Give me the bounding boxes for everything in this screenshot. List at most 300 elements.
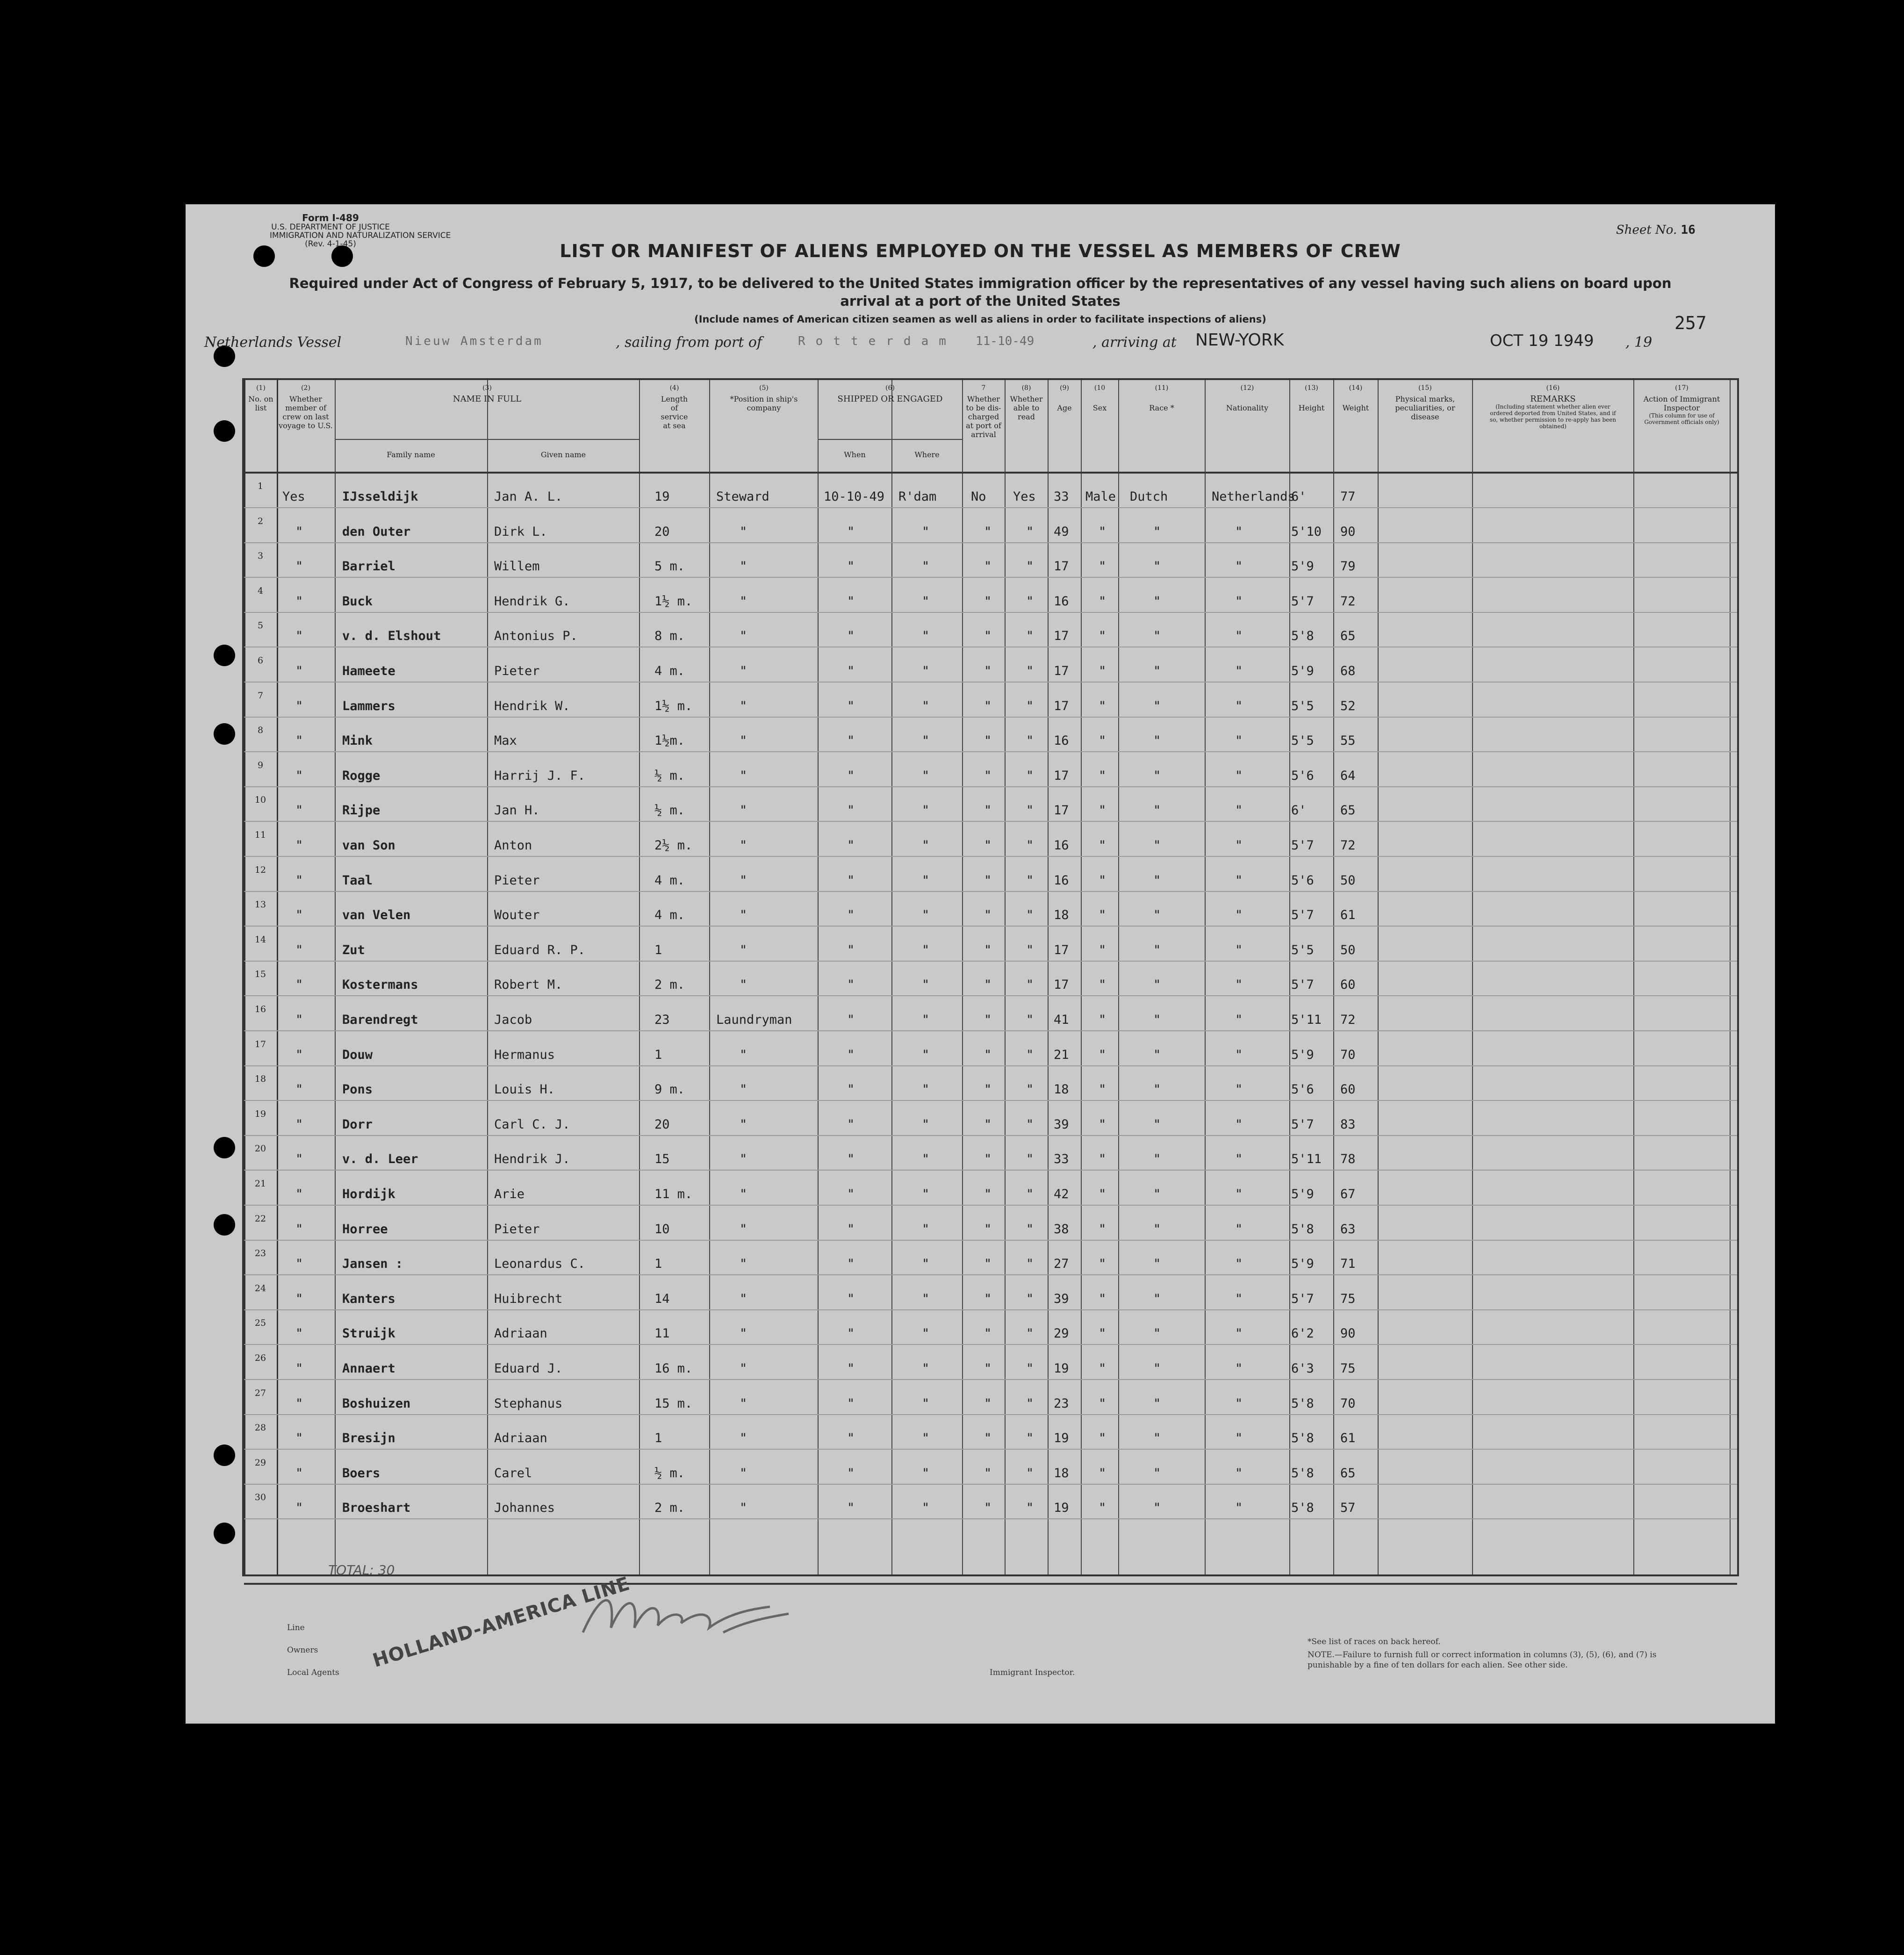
shipped-where-cell: " (922, 1047, 930, 1062)
age-cell: 49 (1054, 524, 1069, 539)
discharged-cell: " (984, 768, 992, 783)
height-cell: 5'11 (1291, 1013, 1322, 1027)
given-name-cell: Eduard J. (494, 1361, 563, 1376)
col-line (1633, 380, 1634, 1574)
vessel-label: Vessel (297, 334, 342, 351)
service-cell: 19 (654, 489, 670, 504)
race-cell: " (1153, 629, 1161, 644)
race-cell: " (1153, 1361, 1161, 1376)
col-line (818, 380, 819, 1574)
last-voyage-cell: " (295, 803, 303, 818)
race-cell: " (1153, 594, 1161, 609)
able-read-cell: " (1026, 1326, 1034, 1341)
given-name-cell: Willem (494, 559, 540, 574)
row-number: 2 (257, 516, 264, 526)
position-cell: " (740, 594, 747, 609)
footer-owners-label: Owners (287, 1646, 318, 1655)
age-cell: 42 (1054, 1187, 1069, 1201)
family-name-cell: Pons (342, 1082, 373, 1097)
row-number: 24 (254, 1283, 266, 1294)
col-line (891, 380, 892, 1574)
last-voyage-cell: " (295, 1257, 303, 1272)
row-rule (244, 507, 1737, 508)
discharged-cell: " (984, 978, 992, 992)
nationality-cell: " (1235, 1187, 1243, 1201)
shipped-when-cell: " (847, 873, 855, 888)
service-cell: 1½ m. (654, 594, 693, 609)
nationality-cell: " (1235, 733, 1243, 748)
header-given-name: Given name (540, 450, 586, 459)
age-cell: 23 (1054, 1396, 1069, 1411)
row-number: 10 (254, 795, 266, 805)
family-name-cell: Bresijn (342, 1431, 395, 1446)
shipped-when-cell: " (847, 1013, 855, 1027)
discharged-cell: " (984, 873, 992, 888)
shipped-where-cell: " (922, 1013, 930, 1027)
position-cell: " (740, 768, 747, 783)
height-cell: 5'11 (1291, 1152, 1322, 1167)
family-name-cell: Taal (342, 873, 373, 888)
shipped-where-cell: " (922, 1361, 930, 1376)
row-number: 17 (254, 1039, 266, 1049)
races-note: *See list of races on back hereof. (1308, 1637, 1441, 1646)
discharged-cell: " (984, 1466, 992, 1481)
position-cell: Steward (716, 489, 769, 504)
shipped-when-cell: " (847, 1431, 855, 1446)
height-cell: 5'6 (1291, 873, 1314, 888)
last-voyage-cell: Yes (282, 489, 305, 504)
shipped-where-cell: " (922, 768, 930, 783)
last-voyage-cell: " (295, 838, 303, 853)
row-number: 18 (254, 1074, 266, 1085)
race-cell: " (1153, 768, 1161, 783)
height-cell: 5'8 (1291, 1222, 1314, 1236)
age-cell: 17 (1054, 768, 1069, 783)
height-cell: 5'7 (1291, 838, 1314, 853)
race-cell: " (1153, 1431, 1161, 1446)
family-name-cell: Douw (342, 1047, 373, 1062)
row-rule (244, 612, 1737, 613)
able-read-cell: " (1026, 1187, 1034, 1201)
height-cell: 5'6 (1291, 768, 1314, 783)
weight-cell: 57 (1340, 1501, 1356, 1516)
weight-cell: 77 (1340, 489, 1356, 504)
family-name-cell: Broeshart (342, 1501, 411, 1516)
given-name-cell: Stephanus (494, 1396, 563, 1411)
age-cell: 38 (1054, 1222, 1069, 1236)
last-voyage-cell: " (295, 1431, 303, 1446)
weight-cell: 64 (1340, 768, 1356, 783)
shipped-where-cell: " (922, 664, 930, 678)
able-read-cell: " (1026, 1222, 1034, 1236)
service-cell: ½ m. (654, 1466, 685, 1481)
discharged-cell: " (984, 908, 992, 923)
row-rule (244, 1309, 1737, 1310)
manifest-sheet (186, 204, 1775, 1724)
row-number: 15 (254, 969, 266, 980)
row-number: 27 (254, 1387, 266, 1398)
row-number: 20 (254, 1143, 266, 1154)
sex-cell: " (1099, 629, 1106, 644)
height-cell: 6'2 (1291, 1326, 1314, 1341)
nationality-cell: " (1235, 1152, 1243, 1167)
family-name-cell: Kostermans (342, 978, 418, 992)
given-name-cell: Pieter (494, 1222, 540, 1236)
position-cell: " (740, 1257, 747, 1272)
last-voyage-cell: " (295, 942, 303, 957)
height-cell: 5'8 (1291, 1396, 1314, 1411)
shipped-when-cell: " (847, 978, 855, 992)
nationality-cell: " (1235, 838, 1243, 853)
service-cell: 4 m. (654, 908, 685, 923)
row-rule (244, 821, 1737, 822)
row-rule (244, 717, 1737, 718)
shipped-when-cell: " (847, 803, 855, 818)
weight-cell: 75 (1340, 1291, 1356, 1306)
able-read-cell: " (1026, 559, 1034, 574)
given-name-cell: Harrij J. F. (494, 768, 586, 783)
sex-cell: " (1099, 524, 1106, 539)
race-cell: " (1153, 978, 1161, 992)
race-cell: " (1153, 873, 1161, 888)
service-cell: 15 m. (654, 1396, 693, 1411)
age-cell: 16 (1054, 733, 1069, 748)
able-read-cell: " (1026, 1082, 1034, 1097)
nationality-cell: " (1235, 559, 1243, 574)
age-cell: 33 (1054, 489, 1069, 504)
shipped-when-cell: " (847, 768, 855, 783)
given-name-cell: Robert M. (494, 978, 563, 992)
sailing-label: , sailing from port of (616, 334, 762, 351)
inspector-label: Immigrant Inspector. (990, 1668, 1075, 1677)
service-cell: 23 (654, 1013, 670, 1027)
last-voyage-cell: " (295, 1361, 303, 1376)
nationality-cell: " (1235, 768, 1243, 783)
row-rule (244, 1100, 1737, 1101)
shipped-when-cell: " (847, 1152, 855, 1167)
nationality-cell: " (1235, 524, 1243, 539)
race-cell: " (1153, 1117, 1161, 1132)
able-read-cell: " (1026, 978, 1034, 992)
position-cell: Laundryman (716, 1013, 792, 1027)
height-cell: 6' (1291, 489, 1307, 504)
service-cell: 4 m. (654, 664, 685, 678)
page-title: LIST OR MANIFEST OF ALIENS EMPLOYED ON THE VESSEL AS MEMBERS OF CREW (560, 241, 1401, 261)
sex-cell: " (1099, 908, 1106, 923)
family-name-cell: IJsseldijk (342, 489, 418, 504)
last-voyage-cell: " (295, 1152, 303, 1167)
row-number: 21 (254, 1179, 266, 1189)
able-read-cell: " (1026, 803, 1034, 818)
header-shipped-where: Where (914, 450, 940, 459)
last-voyage-cell: " (295, 629, 303, 644)
position-cell: " (740, 1291, 747, 1306)
weight-cell: 78 (1340, 1152, 1356, 1167)
header-height: (13) Height (1298, 384, 1325, 412)
header-no: (1) No. on list (248, 384, 273, 412)
header-able-read: (8) Whether able to read (1010, 384, 1043, 421)
discharged-cell: " (984, 1117, 992, 1132)
binder-hole (214, 1137, 235, 1158)
shipped-where-cell: " (922, 733, 930, 748)
able-read-cell: " (1026, 664, 1034, 678)
shipped-when-cell: 10-10-49 (824, 489, 885, 504)
weight-cell: 72 (1340, 838, 1356, 853)
row-number: 7 (257, 690, 264, 701)
vessel-line (204, 334, 341, 351)
binder-hole (214, 723, 235, 745)
height-cell: 5'9 (1291, 664, 1314, 678)
nationality-cell: " (1235, 803, 1243, 818)
age-cell: 16 (1054, 873, 1069, 888)
able-read-cell: " (1026, 768, 1034, 783)
height-cell: 5'7 (1291, 594, 1314, 609)
height-cell: 5'5 (1291, 698, 1314, 713)
last-voyage-cell: " (295, 559, 303, 574)
row-rule (244, 1065, 1737, 1066)
header-action: (17) Action of Immigrant Inspector (This column for use of Government officials only) (1643, 384, 1720, 425)
last-voyage-cell: " (295, 768, 303, 783)
col-line (1005, 380, 1006, 1574)
row-number: 29 (254, 1457, 266, 1468)
discharged-cell: " (984, 664, 992, 678)
nationality-cell: " (1235, 629, 1243, 644)
family-name-cell: Zut (342, 942, 365, 957)
row-rule (244, 1205, 1737, 1206)
row-rule (244, 891, 1737, 892)
discharged-cell: No (971, 489, 986, 504)
sheet-value: 16 (1681, 223, 1696, 237)
nationality-cell: " (1235, 1291, 1243, 1306)
row-rule (244, 682, 1737, 683)
row-number: 11 (254, 830, 266, 840)
age-cell: 39 (1054, 1117, 1069, 1132)
height-cell: 5'8 (1291, 1466, 1314, 1481)
able-read-cell: " (1026, 1466, 1034, 1481)
age-cell: 41 (1054, 1013, 1069, 1027)
able-read-cell: " (1026, 629, 1034, 644)
able-read-cell: " (1026, 524, 1034, 539)
header-race: (11) Race * (1149, 384, 1174, 412)
vessel-nationality: Netherlands (204, 334, 293, 351)
row-number: 5 (257, 620, 264, 631)
discharged-cell: " (984, 942, 992, 957)
sex-cell: " (1099, 1013, 1106, 1027)
crew-table (242, 378, 1739, 1576)
service-cell: 16 m. (654, 1361, 693, 1376)
nationality-cell: " (1235, 664, 1243, 678)
able-read-cell: " (1026, 1013, 1034, 1027)
age-cell: 17 (1054, 978, 1069, 992)
subnote: (Include names of American citizen seamen as well as aliens in order to facilitate inspections of aliens) (694, 314, 1266, 325)
family-name-cell: v. d. Elshout (342, 629, 441, 644)
given-name-cell: Wouter (494, 908, 540, 923)
row-number: 22 (254, 1213, 266, 1224)
given-name-cell: Carl C. J. (494, 1117, 570, 1132)
position-cell: " (740, 1431, 747, 1446)
position-cell: " (740, 908, 747, 923)
age-cell: 39 (1054, 1291, 1069, 1306)
shipped-when-cell: " (847, 1466, 855, 1481)
family-name-cell: den Outer (342, 524, 411, 539)
position-cell: " (740, 1152, 747, 1167)
race-cell: " (1153, 524, 1161, 539)
arrival-port: NEW-YORK (1195, 331, 1284, 350)
age-cell: 16 (1054, 838, 1069, 853)
nationality-cell: " (1235, 1326, 1243, 1341)
height-cell: 6' (1291, 803, 1307, 818)
last-voyage-cell: " (295, 1082, 303, 1097)
race-cell: " (1153, 1013, 1161, 1027)
discharged-cell: " (984, 698, 992, 713)
shipped-where-cell: " (922, 1396, 930, 1411)
given-name-cell: Leonardus C. (494, 1257, 586, 1272)
sex-cell: " (1099, 1396, 1106, 1411)
row-number: 16 (254, 1004, 266, 1014)
weight-cell: 72 (1340, 1013, 1356, 1027)
row-number: 26 (254, 1353, 266, 1363)
service-cell: 1 (654, 1047, 662, 1062)
row-number: 30 (254, 1492, 266, 1503)
shipped-where-cell: " (922, 908, 930, 923)
footer-line-label: Line (287, 1623, 305, 1632)
height-cell: 5'9 (1291, 1047, 1314, 1062)
able-read-cell: " (1026, 942, 1034, 957)
sex-cell: Male (1085, 489, 1116, 504)
race-cell: " (1153, 1187, 1161, 1201)
sex-cell: " (1099, 559, 1106, 574)
race-cell: " (1153, 1466, 1161, 1481)
family-name-cell: Boers (342, 1466, 381, 1481)
row-rule (244, 577, 1737, 578)
given-name-cell: Huibrecht (494, 1291, 563, 1306)
header-name: (3) NAME IN FULL (453, 384, 522, 404)
position-cell: " (740, 1326, 747, 1341)
service-cell: 10 (654, 1222, 670, 1236)
row-number: 19 (254, 1108, 266, 1119)
service-cell: 20 (654, 1117, 670, 1132)
family-name-cell: Rijpe (342, 803, 381, 818)
shipped-where-cell: " (922, 524, 930, 539)
height-cell: 5'6 (1291, 1082, 1314, 1097)
age-cell: 17 (1054, 942, 1069, 957)
service-cell: 9 m. (654, 1082, 685, 1097)
able-read-cell: " (1026, 908, 1034, 923)
shipped-when-cell: " (847, 1257, 855, 1272)
row-rule (244, 786, 1737, 787)
service-cell: 11 m. (654, 1187, 693, 1201)
service-cell: 11 (654, 1326, 670, 1341)
weight-cell: 65 (1340, 629, 1356, 644)
age-cell: 27 (1054, 1257, 1069, 1272)
shipped-when-cell: " (847, 1326, 855, 1341)
last-voyage-cell: " (295, 698, 303, 713)
total-count: TOTAL: 30 (328, 1562, 395, 1578)
discharged-cell: " (984, 1326, 992, 1341)
given-name-cell: Dirk L. (494, 524, 547, 539)
shipped-where-cell: " (922, 873, 930, 888)
departure-date: 11-10-49 (976, 334, 1035, 348)
discharged-cell: " (984, 1291, 992, 1306)
row-rule (244, 1518, 1737, 1519)
shipped-where-cell: " (922, 1222, 930, 1236)
nationality-cell: Netherlands (1212, 489, 1295, 504)
position-cell: " (740, 803, 747, 818)
row-rule (244, 751, 1737, 752)
height-cell: 5'7 (1291, 978, 1314, 992)
last-voyage-cell: " (295, 1291, 303, 1306)
family-name-cell: Boshuizen (342, 1396, 411, 1411)
nationality-cell: " (1235, 1466, 1243, 1481)
shipped-where-cell: " (922, 1431, 930, 1446)
weight-cell: 75 (1340, 1361, 1356, 1376)
given-name-cell: Eduard R. P. (494, 942, 586, 957)
last-voyage-cell: " (295, 1326, 303, 1341)
shipped-where-cell: " (922, 629, 930, 644)
header-length-service: (4) Length of service at sea (661, 384, 688, 430)
height-cell: 5'5 (1291, 942, 1314, 957)
header-sex: (10 Sex (1092, 384, 1107, 412)
age-cell: 29 (1054, 1326, 1069, 1341)
discharged-cell: " (984, 1082, 992, 1097)
race-cell: " (1153, 559, 1161, 574)
height-cell: 6'3 (1291, 1361, 1314, 1376)
shipped-when-cell: " (847, 1361, 855, 1376)
position-cell: " (740, 1466, 747, 1481)
col-line (1048, 380, 1049, 1574)
shipped-where-cell: " (922, 978, 930, 992)
row-number: 4 (257, 585, 264, 596)
given-name-cell: Hermanus (494, 1047, 555, 1062)
header-remarks: (16) REMARKS (Including statement whether alien ever ordered deported from United States, and if so, whether permission to re-apply has been obtained) (1489, 384, 1617, 430)
last-voyage-cell: " (295, 1396, 303, 1411)
sex-cell: " (1099, 1187, 1106, 1201)
sex-cell: " (1099, 1466, 1106, 1481)
service-cell: 2 m. (654, 978, 685, 992)
position-cell: " (740, 1361, 747, 1376)
age-cell: 33 (1054, 1152, 1069, 1167)
family-name-cell: Barriel (342, 559, 395, 574)
race-cell: " (1153, 803, 1161, 818)
arriving-label: , arriving at (1092, 334, 1177, 351)
age-cell: 18 (1054, 908, 1069, 923)
given-name-cell: Pieter (494, 664, 540, 678)
sheet-label: Sheet No. (1616, 223, 1677, 237)
shipped-where-cell: " (922, 942, 930, 957)
given-name-cell: Jan A. L. (494, 489, 563, 504)
race-cell: " (1153, 1291, 1161, 1306)
weight-cell: 65 (1340, 803, 1356, 818)
col-line (1333, 380, 1334, 1574)
last-voyage-cell: " (295, 1117, 303, 1132)
last-voyage-cell: " (295, 1501, 303, 1516)
age-cell: 18 (1054, 1082, 1069, 1097)
family-name-cell: Hameete (342, 664, 395, 678)
family-name-cell: Buck (342, 594, 373, 609)
sex-cell: " (1099, 698, 1106, 713)
row-rule (244, 542, 1737, 543)
position-cell: " (740, 1117, 747, 1132)
race-cell: " (1153, 838, 1161, 853)
weight-cell: 79 (1340, 559, 1356, 574)
age-cell: 17 (1054, 803, 1069, 818)
height-cell: 5'9 (1291, 1187, 1314, 1201)
last-voyage-cell: " (295, 1047, 303, 1062)
age-cell: 17 (1054, 698, 1069, 713)
race-cell: " (1153, 1257, 1161, 1272)
discharged-cell: " (984, 733, 992, 748)
row-rule (244, 1484, 1737, 1485)
